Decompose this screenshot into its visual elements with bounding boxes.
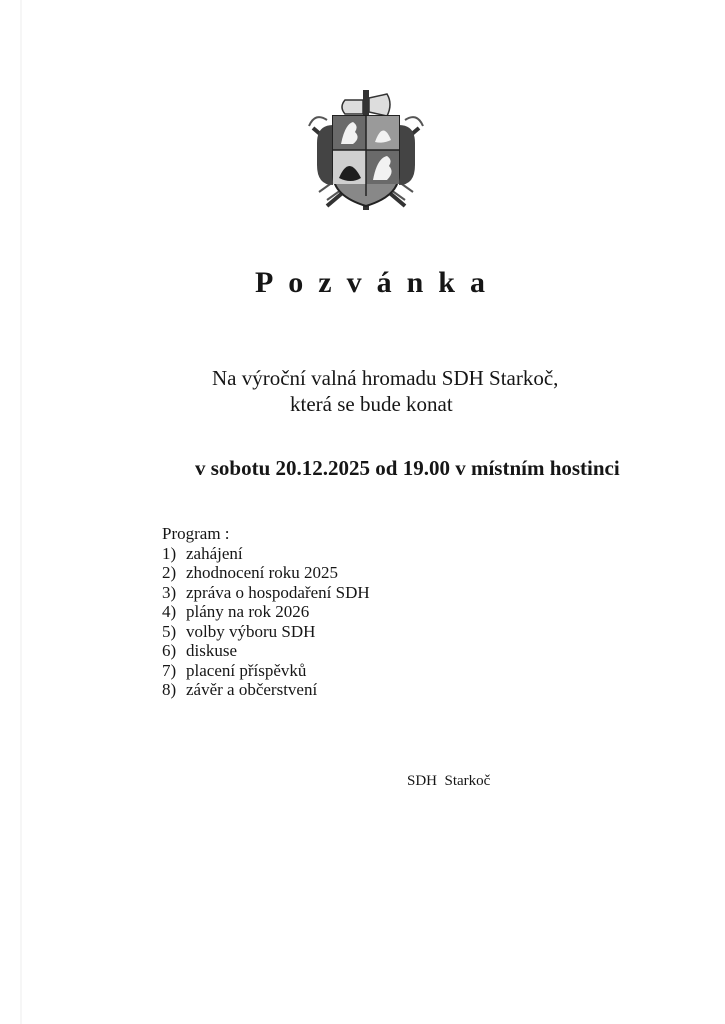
program-section (162, 524, 370, 700)
program-item (162, 641, 370, 661)
program-item (162, 544, 370, 564)
program-item-number: 2) (162, 563, 177, 582)
intro-line-2: která se bude konat (290, 392, 453, 416)
program-item-number: 4) (162, 602, 177, 621)
event-date-location: v sobotu 20.12.2025 od 19.00 v místním hostinci (195, 456, 620, 480)
program-item (162, 680, 370, 700)
program-item-number: 3) (162, 582, 177, 602)
program-item-text: zpráva o hospodaření SDH (186, 582, 370, 602)
program-item-text: diskuse (186, 641, 237, 660)
program-item-text: plány na rok 2026 (186, 602, 310, 621)
program-list (162, 544, 370, 700)
program-item-number: 1) (162, 543, 177, 563)
document-title: Pozvánka (254, 266, 500, 299)
program-item (162, 622, 370, 642)
program-item-number: 7) (162, 660, 177, 680)
program-item-text: zhodnocení roku 2025 (186, 563, 339, 582)
program-item (162, 661, 370, 681)
intro-line-1: Na výroční valná hromadu SDH Starkoč, (212, 366, 559, 390)
fire-brigade-emblem-icon (305, 88, 427, 213)
program-heading: Program : (162, 524, 230, 543)
program-item-text: volby výboru SDH (186, 621, 316, 641)
program-item-number: 8) (162, 680, 177, 699)
program-item (162, 563, 370, 583)
program-item-number: 6) (162, 641, 177, 660)
program-item-text: placení příspěvků (186, 660, 307, 680)
program-item (162, 602, 370, 622)
program-item-text: závěr a občerstvení (186, 680, 318, 699)
scan-edge (20, 0, 22, 1024)
program-item (162, 583, 370, 603)
signature: SDH Starkoč (407, 773, 491, 789)
program-item-text: zahájení (186, 543, 243, 563)
program-item-number: 5) (162, 621, 177, 641)
